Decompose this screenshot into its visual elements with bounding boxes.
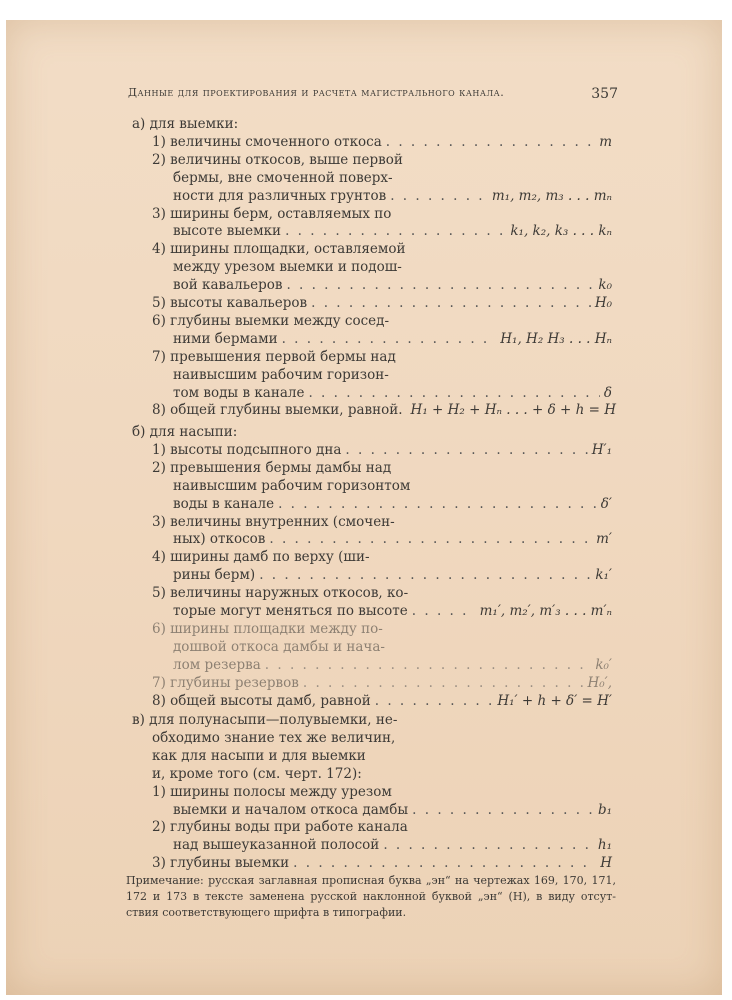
list-item-symbol: m [599, 133, 612, 150]
list-item-label: ними бермами [173, 330, 278, 347]
list-item-line: 7) превышения первой бермы над [152, 348, 396, 365]
section-heading: б) для насыпи: [132, 424, 238, 440]
list-item-label: том воды в канале [173, 384, 305, 401]
list-item [152, 401, 616, 419]
list-item [173, 384, 612, 402]
list-item [173, 276, 612, 294]
leader-dots [386, 133, 595, 151]
leader-dots [412, 801, 594, 819]
list-item-label: 1) высоты подсыпного дна [152, 441, 342, 458]
list-item-line: 2) глубины воды при работе канала [152, 819, 408, 836]
list-item-label: 1) величины смоченного откоса [152, 133, 382, 150]
list-item-line: 4) ширины площадки, оставляемой [152, 241, 406, 258]
list-item-symbol: b₁ [597, 801, 612, 818]
list-item-symbol: H₁, H₂ H₃ . . . Hₙ [500, 330, 612, 347]
list-item-symbol: k₁, k₂, k₃ . . . kₙ [510, 223, 612, 240]
section-heading-line: в) для полунасыпи—полувыемки, не- [132, 712, 398, 728]
list-item-line: дошвой откоса дамбы и нача- [173, 638, 385, 655]
leader-dots [383, 836, 594, 854]
list-item-symbol: k₀ [598, 277, 612, 294]
list-item [152, 674, 612, 692]
list-item-line: 3) величины внутренних (смочен- [152, 513, 395, 530]
leader-dots [390, 187, 488, 205]
list-item [173, 222, 612, 240]
list-item [173, 801, 612, 819]
list-item [173, 656, 612, 674]
list-item-line: 2) превышения бермы дамбы над [152, 459, 392, 476]
list-item-label: 8) общей глубины выемки, равной. [152, 402, 403, 419]
list-item-line: 4) ширины дамб по верху (ши- [152, 549, 370, 566]
header-title: Данные для проектирования и расчета магистрального канала. [128, 86, 505, 99]
leader-dots [303, 674, 584, 692]
list-item-label: выемки и началом откоса дамбы [173, 801, 409, 818]
list-item-symbol: m₁, m₂, m₃ . . . mₙ [491, 187, 612, 204]
list-item-symbol: H₁′ + h + δ′ = H′ [497, 692, 612, 709]
list-item [173, 530, 612, 548]
list-item-label: 5) высоты кавальеров [152, 295, 308, 311]
list-item [173, 602, 612, 620]
list-item [173, 566, 612, 584]
leader-dots [265, 656, 592, 674]
list-item-line: 2) величины откосов, выше первой [152, 151, 403, 168]
list-item-line: между урезом выемки и подош- [173, 259, 402, 276]
list-item-symbol: δ [603, 384, 612, 401]
list-item-line: 6) глубины выемки между сосед- [152, 312, 390, 329]
list-item-symbol: m′ [596, 531, 612, 548]
section-heading-line: обходимо знание тех же величин, [152, 729, 396, 746]
leader-dots [278, 495, 597, 513]
list-item-symbol: H′₁ [591, 441, 612, 458]
running-header [128, 86, 618, 102]
list-item [152, 294, 612, 312]
footnote: Примечание: русская заглавная прописная буква „эн“ на чертежах 169, 170, 171, 172 и 173 в тексте заменена русской наклонной буквой „эн“ (H), в виду отсут-ствия соответствующего шрифта в типографии. [126, 874, 616, 919]
list-item-label: ности для различных грунтов [173, 187, 387, 204]
list-item [152, 133, 612, 151]
list-item-symbol: H [600, 855, 612, 872]
list-item [152, 854, 612, 872]
list-item [152, 441, 612, 459]
list-item-label: вой кавальеров [173, 277, 283, 294]
list-item-line: наивысшим рабочим горизон- [173, 366, 389, 383]
list-item [173, 495, 612, 513]
list-item-symbol: m₁′, m₂′, m′₃ . . . m′ₙ [479, 603, 612, 619]
list-item-symbol: H₀ [594, 295, 612, 311]
list-item-label: над вышеуказанной полосой [173, 837, 380, 854]
list-item-label: рины берм) [173, 567, 256, 584]
list-item-symbol: δ′ [600, 495, 612, 512]
list-item-label: лом резерва [173, 656, 261, 673]
leader-dots [308, 384, 599, 402]
list-item-line: наивысшим рабочим горизонтом [173, 477, 411, 494]
list-item-symbol: h₁ [597, 837, 612, 854]
leader-dots [412, 602, 476, 620]
leader-dots [259, 566, 591, 584]
leader-dots [285, 222, 506, 240]
leader-dots [311, 294, 591, 312]
list-item-line: 3) ширины берм, оставляемых по [152, 205, 392, 222]
list-item [152, 692, 612, 710]
leader-dots [286, 276, 594, 294]
leader-dots [282, 330, 497, 348]
leader-dots [375, 692, 494, 710]
list-item-symbol: k₀′ [595, 656, 612, 673]
list-item [173, 187, 612, 205]
list-item [173, 836, 612, 854]
list-item-label: 3) глубины выемки [152, 855, 290, 872]
section-heading-line: и, кроме того (см. черт. 172): [152, 765, 362, 782]
list-item-line: 5) величины наружных откосов, ко- [152, 585, 409, 602]
leader-dots [345, 441, 587, 459]
section-heading-line: как для насыпи и для выемки [152, 747, 366, 764]
list-item-label: 7) глубины резервов [152, 674, 299, 691]
list-item-label: 8) общей высоты дамб, равной [152, 692, 371, 709]
section-heading: а) для выемки: [132, 116, 239, 132]
list-item-label: высоте выемки [173, 223, 282, 240]
list-item-symbol: H₁ + H₂ + Hₙ . . . + δ + h = H [410, 402, 616, 419]
list-item-symbol: H₀′, [587, 674, 612, 691]
leader-dots [293, 854, 596, 872]
list-item-line: 1) ширины полосы между урезом [152, 783, 392, 800]
list-item-label: воды в канале [173, 495, 275, 512]
page-number: 357 [591, 86, 618, 102]
list-item [173, 330, 612, 348]
list-item-label: торые могут меняться по высоте [173, 603, 408, 619]
list-item-line: бермы, вне смоченной поверх- [173, 169, 393, 186]
list-item-line: 6) ширины площадки между по- [152, 620, 383, 637]
list-item-symbol: k₁′ [595, 567, 612, 584]
leader-dots [269, 530, 592, 548]
list-item-label: ных) откосов [173, 531, 266, 548]
